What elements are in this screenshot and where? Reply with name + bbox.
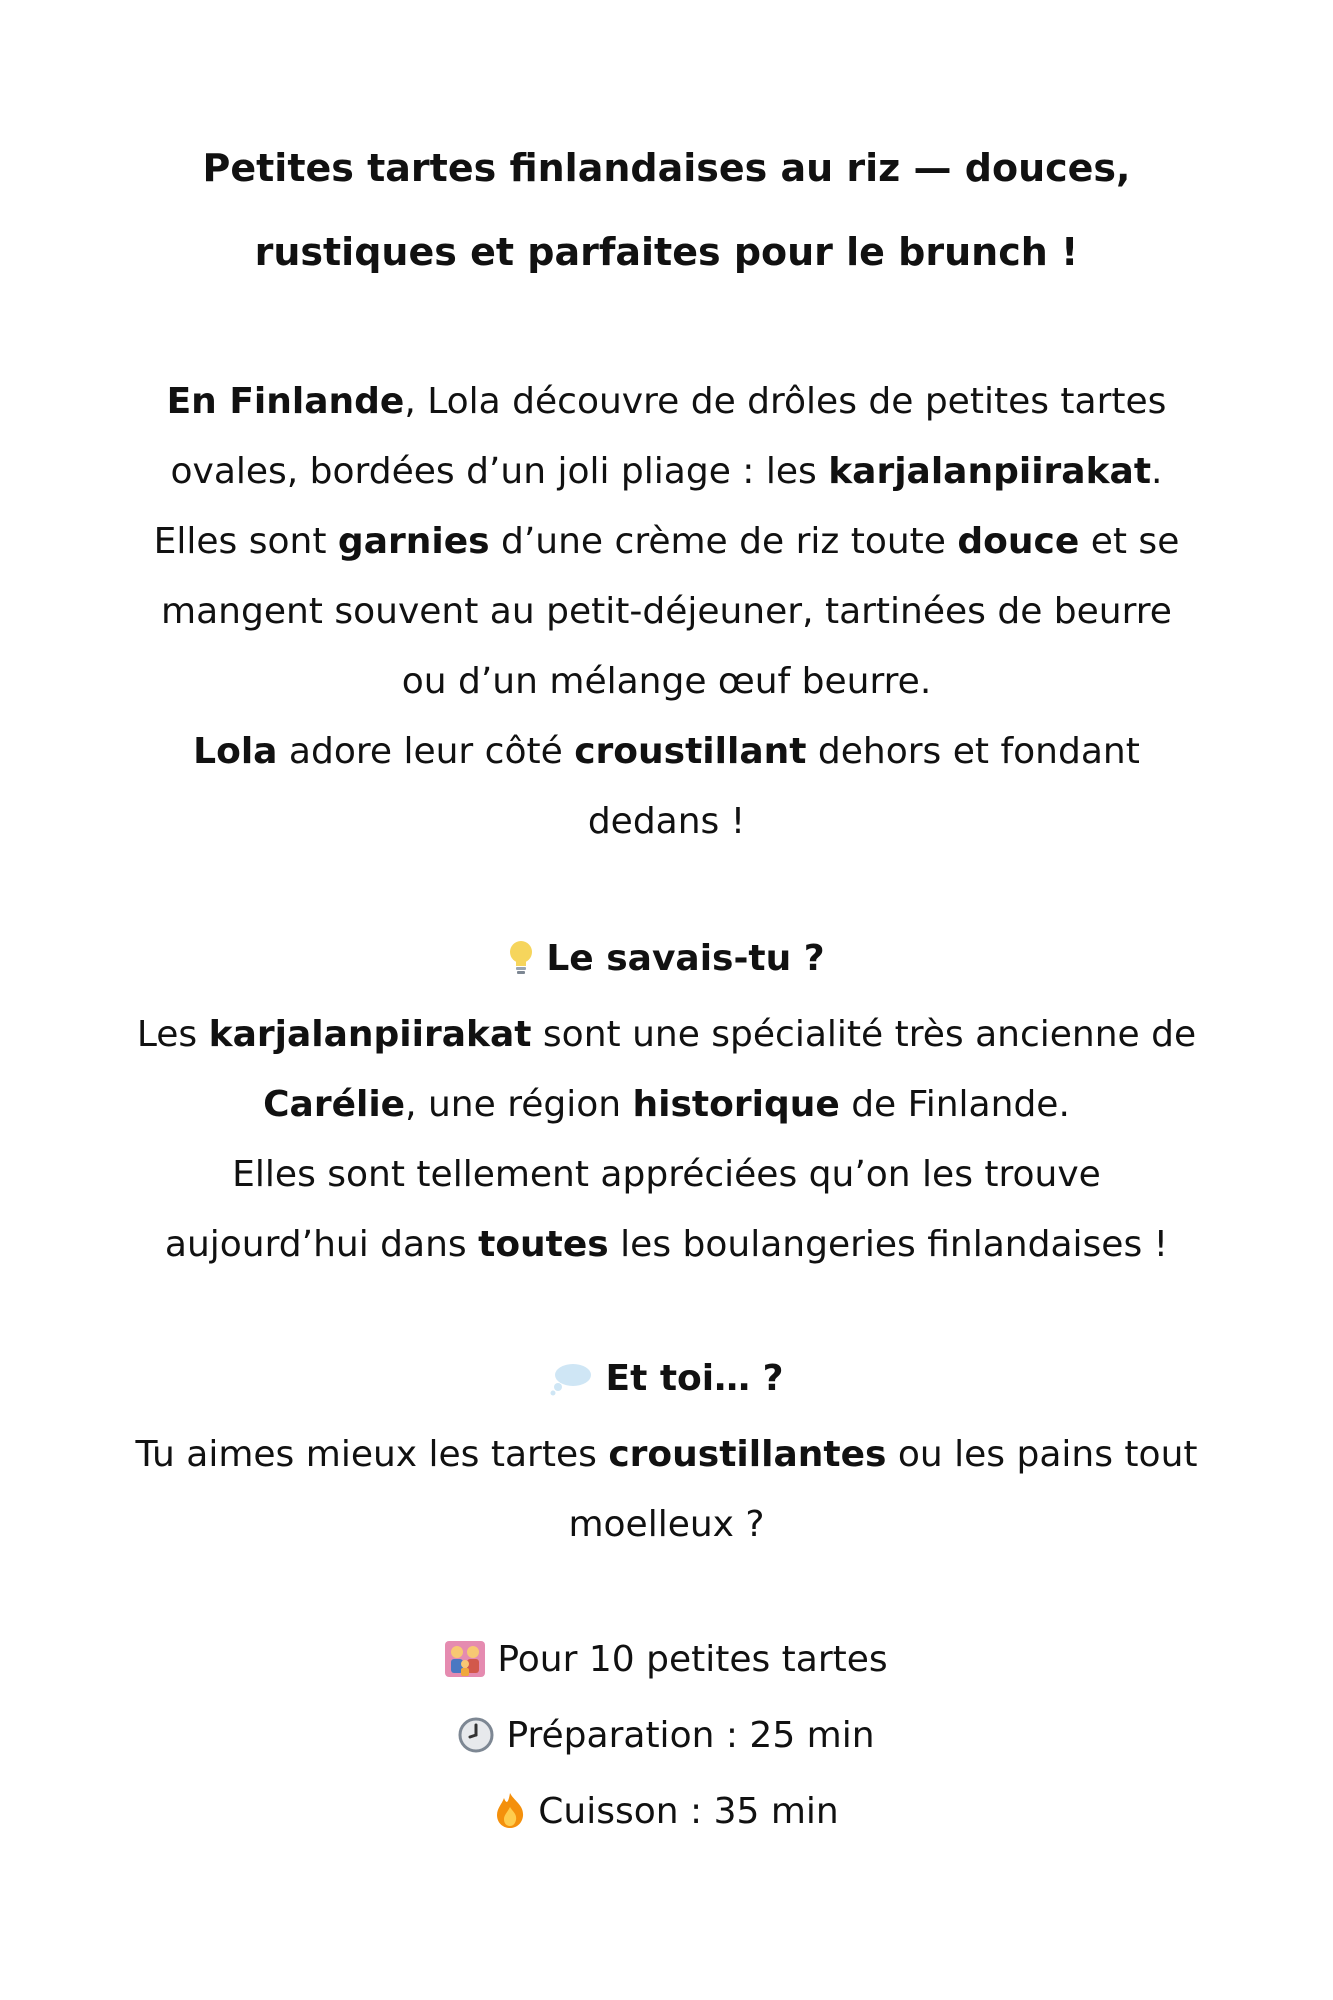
clock-icon	[458, 1707, 494, 1777]
question-bold: croustillantes	[608, 1434, 887, 1475]
page-title	[120, 126, 1213, 294]
intro-text: et se	[1079, 521, 1180, 562]
servings-text: Pour 10 petites tartes	[497, 1639, 888, 1680]
servings-line	[120, 1625, 1213, 1701]
cook-line	[120, 1777, 1213, 1853]
fact-heading: Le savais-tu ?	[546, 938, 825, 979]
intro-text: adore leur côté	[277, 731, 575, 772]
intro-paragraph	[120, 367, 1213, 857]
intro-text: ovales, bordées d’un joli pliage : les	[170, 451, 829, 492]
question-text: moelleux ?	[568, 1504, 765, 1545]
fact-bold: historique	[632, 1084, 840, 1125]
fact-text: aujourd’hui dans	[164, 1224, 479, 1265]
intro-bold: croustillant	[574, 731, 807, 772]
intro-text: ou d’un mélange œuf beurre.	[401, 661, 932, 702]
intro-bold: Lola	[193, 731, 278, 772]
fact-text: Elles sont tellement appréciées qu’on les trouve	[232, 1154, 1101, 1195]
question-section	[120, 1344, 1213, 1560]
fact-text: les boulangeries finlandaises !	[608, 1224, 1169, 1265]
title-line-1: Petites tartes finlandaises au riz — douces,	[202, 146, 1131, 190]
fact-section	[120, 924, 1213, 1280]
intro-text: dedans !	[587, 801, 746, 842]
intro-text: Elles sont	[153, 521, 338, 562]
fact-text: , une région	[405, 1084, 633, 1125]
fact-bold: Carélie	[263, 1084, 406, 1125]
intro-text: mangent souvent au petit-déjeuner, tartinées de beurre	[161, 591, 1172, 632]
question-heading: Et toi… ?	[605, 1358, 784, 1399]
fact-text: sont une spécialité très ancienne de	[531, 1014, 1197, 1055]
question-text: ou les pains tout	[886, 1434, 1198, 1475]
intro-bold: garnies	[337, 521, 490, 562]
fact-bold: toutes	[478, 1224, 609, 1265]
fact-text: Les	[136, 1014, 209, 1055]
prep-line	[120, 1701, 1213, 1777]
thought-bubble-icon	[549, 1350, 593, 1420]
fact-text: de Finlande.	[839, 1084, 1070, 1125]
cook-text: Cuisson : 35 min	[538, 1791, 839, 1832]
family-icon	[445, 1631, 485, 1701]
recipe-info	[120, 1625, 1213, 1853]
intro-text: d’une crème de riz toute	[489, 521, 958, 562]
prep-text: Préparation : 25 min	[506, 1715, 875, 1756]
intro-bold: karjalanpiirakat	[828, 451, 1152, 492]
intro-text: .	[1151, 451, 1163, 492]
intro-text: dehors et fondant	[806, 731, 1140, 772]
fire-icon	[494, 1783, 526, 1853]
title-line-2: rustiques et parfaites pour le brunch !	[254, 230, 1079, 274]
intro-bold: douce	[957, 521, 1080, 562]
fact-bold: karjalanpiirakat	[208, 1014, 532, 1055]
intro-bold: En Finlande	[166, 381, 405, 422]
question-text: Tu aimes mieux les tartes	[135, 1434, 609, 1475]
lightbulb-icon	[508, 930, 534, 1000]
intro-text: , Lola découvre de drôles de petites tartes	[404, 381, 1167, 422]
